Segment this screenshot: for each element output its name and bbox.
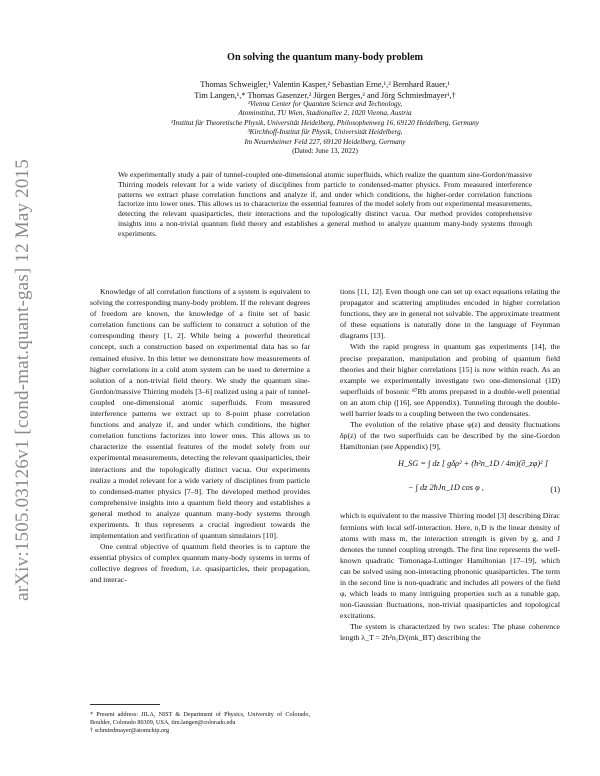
equation-line-1: H_SG = ∫ dz [ gδρ² + (ħ²n_1D / 4m)(∂_zφ)² ] [398,459,548,469]
body-paragraph: which is equivalent to the massive Thirring model [3] describing Dirac fermions with local self-interaction. Here, n₁D is the linear density of atoms with mass m, the interaction strength is given by g, and J denotes the tunnel coupling strength. The first line represents the well-known quadratic Tomonaga-Luttinger Hamiltonian [17–19], which can be solved using non-interacting phononic quasiparticles. The term in the second line is non-quadratic and includes all powers of the field φ, which leads to many intriguing properties such as a tunable gap, non-Gaussian fluctuations, non-trivial quasiparticles and topological excitations. [340,511,560,621]
right-column [340,286,560,644]
affiliations [90,100,560,156]
authors-line-2: Tim Langen,¹,* Thomas Gasenzer,² Jürgen Berges,² and Jörg Schmiedmayer¹,† [194,91,456,101]
affiliation-3-address: Im Neuenheimer Feld 227, 69120 Heidelberg, Germany [244,137,406,146]
body-paragraph: Knowledge of all correlation functions of a system is equivalent to solving the corresponding many-body problem. If the relevant degrees of freedom are known, the knowledge of a finite set of basic correlation functions can be sufficient to construct a solution of the corresponding theory [1, 2]. While being a powerful theoretical concept, such a construction based on experimental data has so far remained elusive. In this letter we demonstrate how measurements of higher correlations in a cold atom system can be used to determine a solution of a non-trivial field theory. We study the quantum sine-Gordon/massive Thirring models [3–6] realized using a pair of tunnel-coupled one-dimensional atomic superfluids. From measured interference patterns we extract up to 8-point phase correlation functions and analyze if, and under which conditions, the higher correlation functions factorizes into lower ones. This allows us to characterize the essential features of the model solely from our experimental measurements, detecting the relevant quasiparticles, their interactions and the topologically distinct vacua. Our experiments realize a model relevant for a wide variety of disciplines from particle to condensed-matter physics [7–9]. The developed method provides comprehensive insights into a quantum field theory and establishes a general method to analyze quantum many-body systems through experiments. It thus represents a crucial ingredient towards the implementation and verification of quantum simulators [10]. [90,287,310,541]
paper-title: On solving the quantum many-body problem [227,52,423,63]
arxiv-identifier: arXiv:1505.03126v1 [cond-mat.quant-gas] 12 May 2015 [12,159,33,601]
left-column [90,286,310,586]
footnote-present-address: * Present address: JILA, NIST & Department of Physics, University of Colorado, Boulder, Colorado 80309, USA, tim.langen@colorado.edu [90,711,310,726]
body-paragraph: The evolution of the relative phase φ(z) and density fluctuations δρ(z) of the two superfluids can be described by the sine-Gordon Hamiltonian (see Appendix) [9], [340,420,560,452]
authors-line-1: Thomas Schweigler,¹ Valentin Kasper,² Sebastian Erne,¹,² Bernhard Rauer,¹ [200,80,450,89]
body-paragraph: With the rapid progress in quantum gas experiments [14], the precise preparation, manipulation and probing of quantum field theories and their higher correlations [15] is now within reach. As an example we experimentally investigate two one-dimensional (1D) superfluids of bosonic ⁸⁷Rb atoms prepared in a double-well potential on an atom chip ([16], see Appendix). Tunneling through the double-well barrier leads to a coupling between the two condensates. [340,342,560,419]
footnote-rule [90,704,160,705]
affiliation-1: ¹Vienna Center for Quantum Science and Technology, [247,100,403,108]
arxiv-sidebar-stamp [4,70,42,690]
affiliation-2: ²Institut für Theoretische Physik, Universität Heidelberg, Philosophenweg 16, 69120 Heidelberg, Germany [171,118,479,127]
footnote-email: † schmiedmayer@atomchip.org [90,726,170,734]
affiliation-3: ³Kirchhoff-Institut für Physik, Universität Heidelberg, [247,128,403,137]
abstract: We experimentally study a pair of tunnel-coupled one-dimensional atomic superfluids, which realize the quantum sine-Gordon/massive Thirring models relevant for a wide variety of disciplines from particle to condensed-matter physics. From measured interference patterns we extract phase correlation functions and analyze if, and under which conditions, the higher-order correlation functions factorize into lower ones. This allows us to characterize the essential features of the model solely from our experimental measurements, detecting the relevant quasiparticles, their interactions and the topologically distinct vacua. Our method provides comprehensive insights into a non-trivial quantum field theory and establishes a general method to analyze quantum many-body systems through experiments. [118,170,532,238]
author-list [90,79,560,101]
equation-line-2: − ∫ dz 2ħJn_1D cos φ , [408,483,484,493]
equation-1 [340,452,560,510]
equation-number: (1) [550,485,560,495]
dated-line: (Dated: June 13, 2022) [292,147,358,156]
affiliation-1-address: Atominstitut, TU Wien, Stadionallee 2, 1020 Vienna, Austria [238,109,412,118]
body-paragraph: One central objective of quantum field theories is to capture the essential physics of complex quantum many-body systems in terms of collective degrees of freedom, i.e. quasiparticles, their propagation, and interac- [90,542,310,585]
body-paragraph: tions [11, 12]. Even though one can set up exact equations relating the propagator and scattering amplitudes encoded in higher correlation functions, they are in general not solvable. The approximate treatment of these equations is naturally done in the language of Feynman diagrams [13]. [340,287,560,341]
footnotes [90,704,310,734]
body-paragraph: The system is characterized by two scales: The phase coherence length λ_T = 2ħ²n₁D/(mk_BT) describing the [340,622,560,643]
